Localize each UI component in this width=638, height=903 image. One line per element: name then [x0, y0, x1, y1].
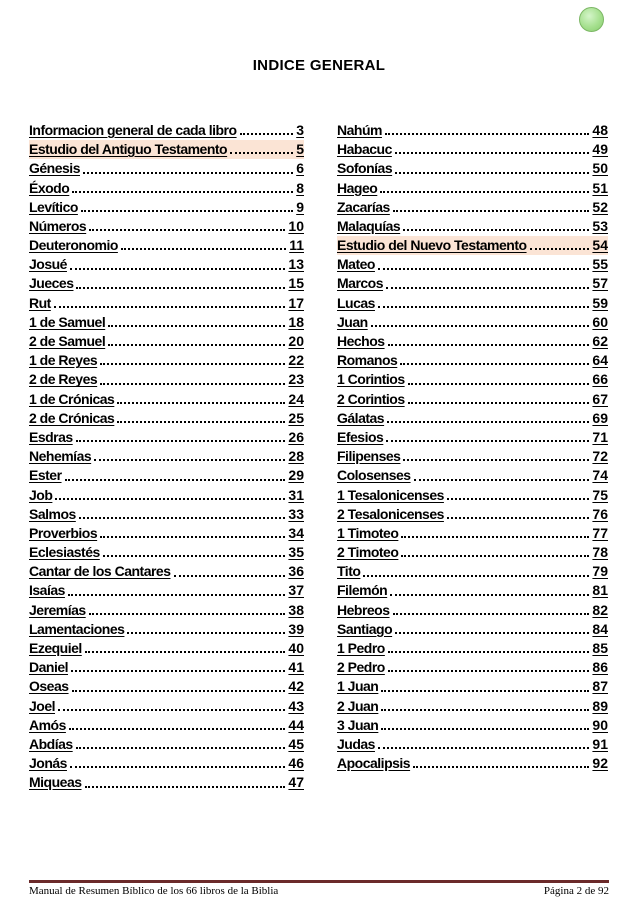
toc-dot-leader [58, 709, 285, 711]
toc-entry[interactable] [29, 179, 304, 198]
toc-entry[interactable] [29, 370, 304, 389]
toc-entry-page: 49 [592, 141, 608, 158]
toc-entry[interactable] [29, 159, 304, 178]
toc-entry-page: 15 [288, 275, 304, 292]
toc-entry[interactable] [337, 390, 608, 409]
toc-entry-title: Apocalipsis [337, 755, 411, 772]
toc-entry-title: Estudio del Nuevo Testamento [337, 237, 527, 254]
toc-entry-title: Lucas [337, 294, 375, 311]
toc-entry-page: 3 [296, 121, 304, 138]
toc-dot-leader [108, 344, 285, 346]
toc-entry-title: Oseas [29, 678, 69, 695]
toc-entry[interactable] [337, 697, 608, 716]
toc-entry-page: 33 [288, 505, 304, 522]
toc-dot-leader [85, 651, 286, 653]
toc-entry-title: Deuteronomio [29, 237, 118, 254]
toc-dot-leader [68, 594, 285, 596]
green-circle-button[interactable] [579, 7, 604, 32]
toc-entry[interactable] [337, 313, 608, 332]
toc-entry[interactable] [29, 562, 304, 581]
toc-entry[interactable] [337, 294, 608, 313]
toc-entry[interactable] [29, 754, 304, 773]
page-title: INDICE GENERAL [252, 57, 386, 74]
toc-entry-page: 89 [592, 697, 608, 714]
toc-entry-title: Mateo [337, 256, 375, 273]
toc-entry-title: Zacarías [337, 198, 390, 215]
toc-dot-leader [121, 248, 286, 250]
footer-document-title: Manual de Resumen Bíblico de los 66 libros de la Biblia [29, 885, 279, 897]
toc-entry[interactable] [337, 716, 608, 735]
toc-entry[interactable] [29, 198, 304, 217]
toc-entry[interactable] [29, 505, 304, 524]
toc-dot-leader [100, 536, 285, 538]
toc-right-column [337, 121, 608, 773]
toc-entry[interactable] [337, 275, 608, 294]
toc-entry[interactable] [337, 543, 608, 562]
toc-entry-title: Gálatas [337, 409, 385, 426]
toc-entry-page: 90 [592, 716, 608, 733]
toc-entry-page: 24 [288, 390, 304, 407]
toc-entry-page: 36 [288, 563, 304, 580]
toc-entry[interactable] [337, 370, 608, 389]
toc-dot-leader [70, 766, 285, 768]
toc-entry-page: 29 [288, 467, 304, 484]
toc-entry-page: 50 [592, 160, 608, 177]
toc-entry-title: Abdías [29, 735, 73, 752]
toc-entry[interactable] [337, 620, 608, 639]
toc-entry[interactable] [337, 217, 608, 236]
toc-entry-page: 10 [288, 217, 304, 234]
toc-entry[interactable] [29, 313, 304, 332]
toc-entry[interactable] [29, 582, 304, 601]
toc-entry[interactable] [337, 658, 608, 677]
toc-dot-leader [385, 133, 589, 135]
toc-entry-title: Santiago [337, 620, 393, 637]
toc-entry-page: 75 [592, 486, 608, 503]
toc-entry-title: Nehemías [29, 448, 92, 465]
toc-entry-title: Filipenses [337, 448, 401, 465]
toc-dot-leader [103, 555, 286, 557]
toc-entry-title: 1 de Reyes [29, 352, 98, 369]
toc-dot-leader [85, 786, 286, 788]
toc-entry-title: Marcos [337, 275, 384, 292]
toc-entry[interactable] [337, 754, 608, 773]
toc-dot-leader [386, 440, 589, 442]
toc-entry[interactable] [337, 236, 608, 255]
toc-entry-page: 47 [288, 774, 304, 791]
toc-entry-page: 91 [592, 735, 608, 752]
toc-entry-title: Rut [29, 294, 51, 311]
toc-entry-title: Jueces [29, 275, 74, 292]
toc-entry[interactable] [337, 121, 608, 140]
footer-page-number: Página 2 de 92 [543, 885, 609, 897]
toc-entry-title: 1 Pedro [337, 640, 385, 657]
toc-entry[interactable] [29, 773, 304, 792]
toc-entry-title: Joel [29, 697, 56, 714]
toc-entry-page: 17 [288, 294, 304, 311]
toc-entry-page: 53 [592, 217, 608, 234]
toc-entry[interactable] [29, 447, 304, 466]
toc-dot-leader [401, 536, 589, 538]
toc-entry-page: 25 [288, 409, 304, 426]
toc-entry-page: 41 [288, 659, 304, 676]
toc-dot-leader [70, 268, 285, 270]
toc-entry[interactable] [29, 121, 304, 140]
toc-entry-title: Juan [337, 313, 368, 330]
toc-entry[interactable] [337, 198, 608, 217]
toc-entry-page: 39 [288, 620, 304, 637]
toc-dot-leader [76, 440, 286, 442]
toc-entry-page: 92 [592, 755, 608, 772]
toc-dot-leader [94, 459, 285, 461]
toc-left-column [29, 121, 304, 793]
toc-entry-title: Hechos [337, 333, 385, 350]
toc-entry-title: 2 de Samuel [29, 333, 106, 350]
toc-entry-title: Josué [29, 256, 67, 273]
toc-entry-page: 35 [288, 544, 304, 561]
toc-dot-leader [363, 575, 589, 577]
toc-dot-leader [381, 690, 589, 692]
toc-dot-leader [69, 728, 286, 730]
toc-dot-leader [408, 402, 590, 404]
toc-entry-page: 72 [592, 448, 608, 465]
toc-dot-leader [72, 690, 286, 692]
toc-dot-leader [381, 728, 589, 730]
toc-entry-page: 43 [288, 697, 304, 714]
toc-entry-title: Ezequiel [29, 640, 82, 657]
toc-dot-leader [390, 594, 589, 596]
toc-entry-title: 1 de Crónicas [29, 390, 115, 407]
toc-entry[interactable] [29, 697, 304, 716]
toc-entry-title: Colosenses [337, 467, 411, 484]
toc-dot-leader [414, 479, 590, 481]
toc-entry[interactable] [29, 390, 304, 409]
toc-entry[interactable] [29, 524, 304, 543]
toc-entry-title: 1 Corintios [337, 371, 405, 388]
toc-entry-page: 79 [592, 563, 608, 580]
toc-entry-title: Cantar de los Cantares [29, 563, 171, 580]
toc-entry-title: Estudio del Antiguo Testamento [29, 141, 228, 158]
toc-entry-page: 22 [288, 352, 304, 369]
toc-entry-page: 74 [592, 467, 608, 484]
toc-entry-page: 44 [288, 716, 304, 733]
toc-dot-leader [530, 248, 590, 250]
toc-entry-title: Informacion general de cada libro [29, 121, 237, 138]
toc-dot-leader [413, 766, 589, 768]
toc-entry-title: 2 Corintios [337, 390, 405, 407]
toc-entry-title: 3 Juan [337, 716, 379, 733]
toc-dot-leader [401, 555, 589, 557]
toc-entry-title: 2 Pedro [337, 659, 385, 676]
toc-dot-leader [100, 383, 285, 385]
toc-entry[interactable] [337, 466, 608, 485]
toc-entry[interactable] [29, 601, 304, 620]
toc-entry-page: 87 [592, 678, 608, 695]
toc-dot-leader [79, 517, 286, 519]
toc-dot-leader [400, 363, 589, 365]
toc-entry-title: Génesis [29, 160, 80, 177]
toc-entry-title: 2 de Crónicas [29, 409, 115, 426]
toc-entry-page: 8 [296, 179, 304, 196]
toc-entry[interactable] [337, 735, 608, 754]
toc-entry-title: Job [29, 486, 53, 503]
toc-entry[interactable] [337, 255, 608, 274]
toc-dot-leader [387, 421, 589, 423]
toc-entry-page: 62 [592, 333, 608, 350]
toc-entry-title: Romanos [337, 352, 398, 369]
toc-entry-title: Eclesiastés [29, 544, 100, 561]
toc-dot-leader [388, 344, 590, 346]
toc-entry[interactable] [29, 677, 304, 696]
toc-entry-page: 46 [288, 755, 304, 772]
toc-dot-leader [108, 325, 285, 327]
toc-entry[interactable] [29, 735, 304, 754]
toc-entry-page: 77 [592, 524, 608, 541]
toc-entry-title: Filemón [337, 582, 388, 599]
toc-entry-title: Ester [29, 467, 62, 484]
toc-entry[interactable] [29, 275, 304, 294]
toc-entry-title: 1 Tesalonicenses [337, 486, 444, 503]
toc-entry-page: 59 [592, 294, 608, 311]
toc-entry-title: Salmos [29, 505, 76, 522]
toc-dot-leader [230, 152, 293, 154]
toc-entry-page: 55 [592, 256, 608, 273]
toc-dot-leader [393, 613, 590, 615]
toc-dot-leader [83, 172, 293, 174]
toc-entry[interactable] [337, 179, 608, 198]
toc-entry-page: 67 [592, 390, 608, 407]
toc-entry-title: Hebreos [337, 601, 390, 618]
toc-entry-title: Daniel [29, 659, 69, 676]
toc-entry[interactable] [337, 159, 608, 178]
toc-entry-title: Miqueas [29, 774, 82, 791]
toc-entry-page: 13 [288, 256, 304, 273]
toc-entry-page: 28 [288, 448, 304, 465]
toc-entry-page: 11 [289, 237, 304, 254]
toc-entry[interactable] [29, 294, 304, 313]
toc-entry-page: 71 [592, 428, 608, 445]
toc-entry-page: 9 [296, 198, 304, 215]
toc-entry[interactable] [29, 639, 304, 658]
toc-entry[interactable] [337, 582, 608, 601]
toc-entry-title: Jonás [29, 755, 67, 772]
toc-entry-title: 1 de Samuel [29, 313, 106, 330]
toc-entry[interactable] [29, 620, 304, 639]
toc-dot-leader [240, 133, 294, 135]
toc-dot-leader [89, 613, 286, 615]
toc-entry-page: 20 [288, 333, 304, 350]
toc-entry[interactable] [29, 466, 304, 485]
toc-dot-leader [447, 498, 590, 500]
toc-entry-title: Isaías [29, 582, 65, 599]
toc-entry[interactable] [337, 524, 608, 543]
toc-entry[interactable] [337, 428, 608, 447]
toc-entry-page: 86 [592, 659, 608, 676]
toc-dot-leader [371, 325, 590, 327]
toc-dot-leader [55, 498, 285, 500]
toc-dot-leader [81, 210, 293, 212]
toc-entry-page: 38 [288, 601, 304, 618]
toc-dot-leader [76, 287, 285, 289]
toc-entry-page: 34 [288, 524, 304, 541]
toc-entry-page: 5 [296, 141, 304, 158]
page-footer [29, 885, 609, 897]
toc-dot-leader [127, 632, 285, 634]
toc-entry[interactable] [337, 351, 608, 370]
toc-entry-page: 81 [592, 582, 608, 599]
toc-entry[interactable] [29, 486, 304, 505]
footer-rule [29, 880, 609, 883]
toc-dot-leader [65, 479, 286, 481]
toc-entry[interactable] [337, 332, 608, 351]
toc-entry[interactable] [29, 658, 304, 677]
toc-entry-page: 26 [288, 428, 304, 445]
toc-entry-title: Habacuc [337, 141, 392, 158]
toc-dot-leader [72, 191, 293, 193]
toc-entry-title: Efesios [337, 428, 384, 445]
toc-dot-leader [117, 402, 285, 404]
toc-entry[interactable] [337, 486, 608, 505]
toc-entry-title: Números [29, 217, 87, 234]
toc-entry[interactable] [337, 140, 608, 159]
toc-dot-leader [388, 651, 590, 653]
toc-entry-page: 76 [592, 505, 608, 522]
toc-entry-title: 2 Tesalonicenses [337, 505, 444, 522]
toc-entry[interactable] [29, 543, 304, 562]
toc-entry-title: 2 Juan [337, 697, 379, 714]
toc-entry-title: Nahúm [337, 121, 382, 138]
toc-entry-title: 2 Timoteo [337, 544, 399, 561]
toc-dot-leader [117, 421, 285, 423]
toc-entry-page: 60 [592, 313, 608, 330]
toc-entry-title: Judas [337, 735, 375, 752]
toc-dot-leader [378, 268, 589, 270]
toc-dot-leader [54, 306, 286, 308]
toc-entry-page: 51 [592, 179, 608, 196]
toc-entry-title: Tito [337, 563, 361, 580]
toc-dot-leader [388, 670, 590, 672]
toc-entry-title: Malaquías [337, 217, 401, 234]
toc-dot-leader [378, 306, 589, 308]
toc-entry-title: 1 Timoteo [337, 524, 399, 541]
toc-dot-leader [393, 210, 590, 212]
toc-dot-leader [395, 172, 589, 174]
toc-entry[interactable] [29, 332, 304, 351]
toc-dot-leader [100, 363, 285, 365]
toc-entry-page: 6 [296, 160, 304, 177]
toc-entry[interactable] [337, 409, 608, 428]
toc-entry-title: Esdras [29, 428, 73, 445]
toc-entry-title: Jeremías [29, 601, 86, 618]
toc-entry-page: 23 [288, 371, 304, 388]
toc-dot-leader [174, 575, 286, 577]
toc-dot-leader [395, 632, 589, 634]
toc-entry-page: 48 [592, 121, 608, 138]
toc-entry[interactable] [29, 255, 304, 274]
toc-dot-leader [395, 152, 590, 154]
toc-dot-leader [378, 747, 589, 749]
toc-entry-title: Sofonías [337, 160, 393, 177]
toc-entry-page: 57 [592, 275, 608, 292]
toc-entry-title: Lamentaciones [29, 620, 125, 637]
toc-entry-page: 52 [592, 198, 608, 215]
toc-entry[interactable] [337, 562, 608, 581]
toc-dot-leader [381, 709, 589, 711]
toc-entry[interactable] [29, 236, 304, 255]
toc-entry[interactable] [337, 677, 608, 696]
toc-entry[interactable] [29, 351, 304, 370]
toc-entry-title: Éxodo [29, 179, 70, 196]
toc-dot-leader [408, 383, 590, 385]
toc-entry-page: 37 [288, 582, 304, 599]
toc-entry-page: 31 [288, 486, 304, 503]
toc-entry[interactable] [337, 601, 608, 620]
toc-entry-page: 18 [288, 313, 304, 330]
toc-entry-page: 78 [592, 544, 608, 561]
toc-entry-page: 66 [592, 371, 608, 388]
toc-dot-leader [76, 747, 286, 749]
toc-dot-leader [403, 229, 589, 231]
toc-entry-page: 40 [288, 640, 304, 657]
toc-entry-page: 82 [592, 601, 608, 618]
toc-dot-leader [380, 191, 589, 193]
toc-entry[interactable] [29, 140, 304, 159]
toc-entry-page: 64 [592, 352, 608, 369]
toc-entry[interactable] [337, 505, 608, 524]
toc-dot-leader [403, 459, 589, 461]
toc-entry-page: 42 [288, 678, 304, 695]
toc-entry[interactable] [337, 447, 608, 466]
toc-entry-page: 45 [288, 735, 304, 752]
toc-entry-page: 84 [592, 620, 608, 637]
toc-entry-title: 1 Juan [337, 678, 379, 695]
toc-entry-page: 69 [592, 409, 608, 426]
toc-entry[interactable] [29, 217, 304, 236]
toc-dot-leader [71, 670, 285, 672]
toc-dot-leader [89, 229, 285, 231]
toc-dot-leader [447, 517, 590, 519]
toc-entry[interactable] [337, 639, 608, 658]
toc-entry-title: Proverbios [29, 524, 98, 541]
toc-entry-page: 54 [592, 237, 608, 254]
toc-entry-title: Hageo [337, 179, 378, 196]
toc-entry-title: 2 de Reyes [29, 371, 98, 388]
toc-entry[interactable] [29, 428, 304, 447]
toc-entry[interactable] [29, 716, 304, 735]
toc-entry-page: 85 [592, 640, 608, 657]
toc-entry-title: Levítico [29, 198, 78, 215]
toc-entry[interactable] [29, 409, 304, 428]
toc-entry-title: Amós [29, 716, 66, 733]
toc-dot-leader [386, 287, 589, 289]
